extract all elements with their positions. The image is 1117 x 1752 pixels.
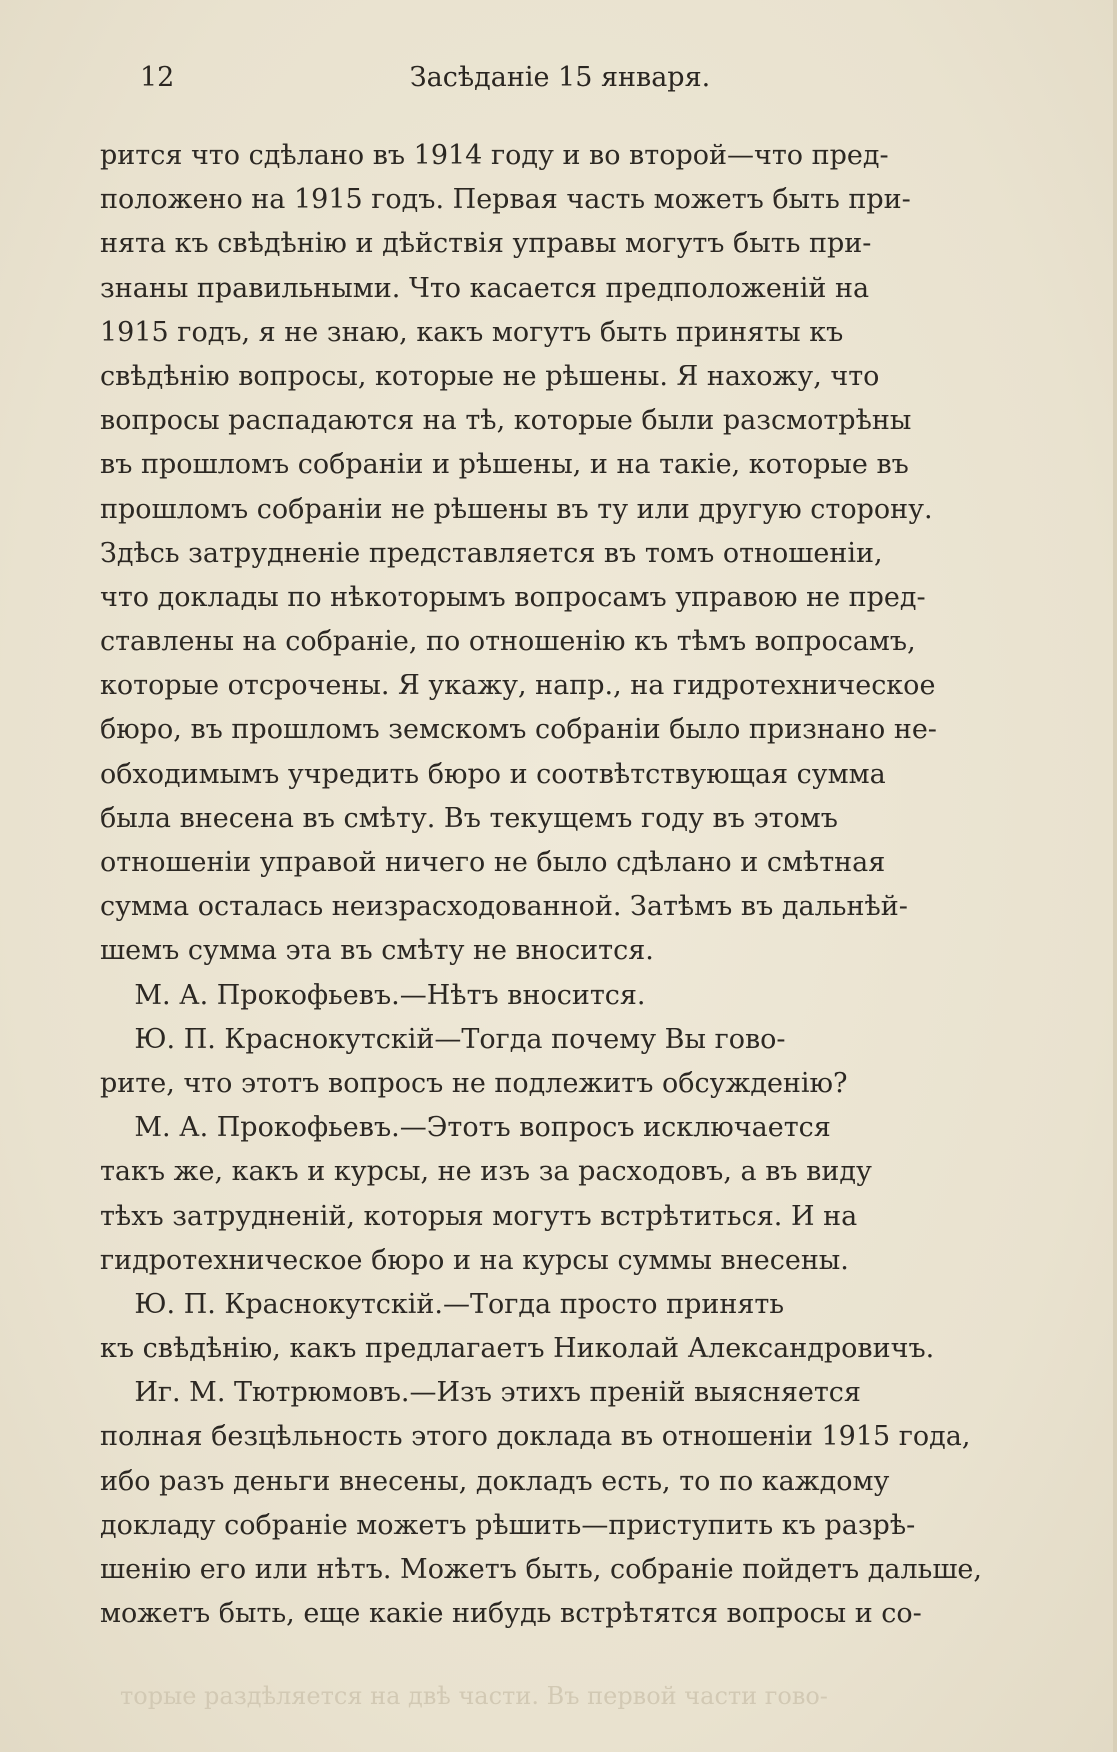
text-line: тѣхъ затрудненій, которыя могутъ встрѣтиться. И на [100,1200,858,1232]
text-line: отношеніи управой ничего не было сдѣлано и смѣтная [100,847,886,878]
text-line: Ю. П. Краснокутскій.—Тогда просто принять [100,1288,785,1320]
text-line: докладу собраніе можетъ рѣшить—приступить къ разрѣ- [100,1509,916,1541]
text-line: рится что сдѣлано въ 1914 году и во второй—что пред- [100,140,889,171]
text-line: свѣдѣнію вопросы, которые не рѣшены. Я нахожу, что [100,360,880,392]
running-head: Засѣданіе 15 января. [409,62,711,93]
text-line: знаны правильными. Что касается предположеній на [100,272,870,304]
text-line: въ прошломъ собраніи и рѣшены, и на такіе, которые въ [100,449,909,481]
text-line: которые отсрочены. Я укажу, напр., на гидротехническое [100,670,936,702]
text-line: къ свѣдѣнію, какъ предлагаетъ Николай Александровичъ. [100,1333,935,1365]
text-line: рите, что этотъ вопросъ не подлежитъ обсужденію? [100,1067,848,1099]
text-line: ставлены на собраніе, по отношенію къ тѣмъ вопросамъ, [100,626,916,658]
text-line: вопросы распадаются на тѣ, которые были разсмотрѣны [100,405,912,437]
text-line: сумма осталась неизрасходованной. Затѣмъ въ дальнѣй- [100,891,908,923]
text-line: обходимымъ учредить бюро и соотвѣтствующая сумма [100,758,886,790]
text-line: Ю. П. Краснокутскій—Тогда почему Вы гово- [100,1023,786,1055]
body-text [100,134,1090,1636]
text-line: бюро, въ прошломъ земскомъ собраніи было признано не- [100,714,937,746]
text-line: что доклады по нѣкоторымъ вопросамъ управою не пред- [100,581,926,613]
text-line: Иг. М. Тютрюмовъ.—Изъ этихъ преній выясняется [100,1377,861,1409]
text-line: М. А. Прокофьевъ.—Нѣтъ вносится. [100,979,646,1011]
text-line: Здѣсь затрудненіе представляется въ томъ отношеніи, [100,537,883,569]
text-line: шенію его или нѣтъ. Можетъ быть, собраніе пойдетъ дальше, [100,1554,982,1585]
bleed-through-text: торые раздѣляется на двѣ части. Въ первой части гово- [120,1682,828,1710]
text-line: прошломъ собраніи не рѣшены въ ту или другую сторону. [100,493,933,525]
text-line: можетъ быть, еще какіе нибудь встрѣтятся вопросы и со- [100,1598,922,1630]
page-header [140,62,980,102]
page-number: 12 [140,62,175,93]
text-line: нята къ свѣдѣнію и дѣйствія управы могутъ быть при- [100,228,872,260]
text-line: такъ же, какъ и курсы, не изъ за расходовъ, а въ виду [100,1156,872,1188]
text-line: полная безцѣльность этого доклада въ отношеніи 1915 года, [100,1421,971,1453]
text-line: М. А. Прокофьевъ.—Этотъ вопросъ исключается [100,1112,831,1144]
text-line: положено на 1915 годъ. Первая часть можетъ быть при- [100,184,911,216]
text-line: шемъ сумма эта въ смѣту не вносится. [100,935,654,967]
text-line: 1915 годъ, я не знаю, какъ могутъ быть приняты къ [100,316,844,348]
text-line: ибо разъ деньги внесены, докладъ есть, то по каждому [100,1465,890,1497]
text-line: была внесена въ смѣту. Въ текущемъ году въ этомъ [100,802,838,834]
text-line: гидротехническое бюро и на курсы суммы внесены. [100,1244,849,1276]
page-edge [1113,0,1117,1752]
